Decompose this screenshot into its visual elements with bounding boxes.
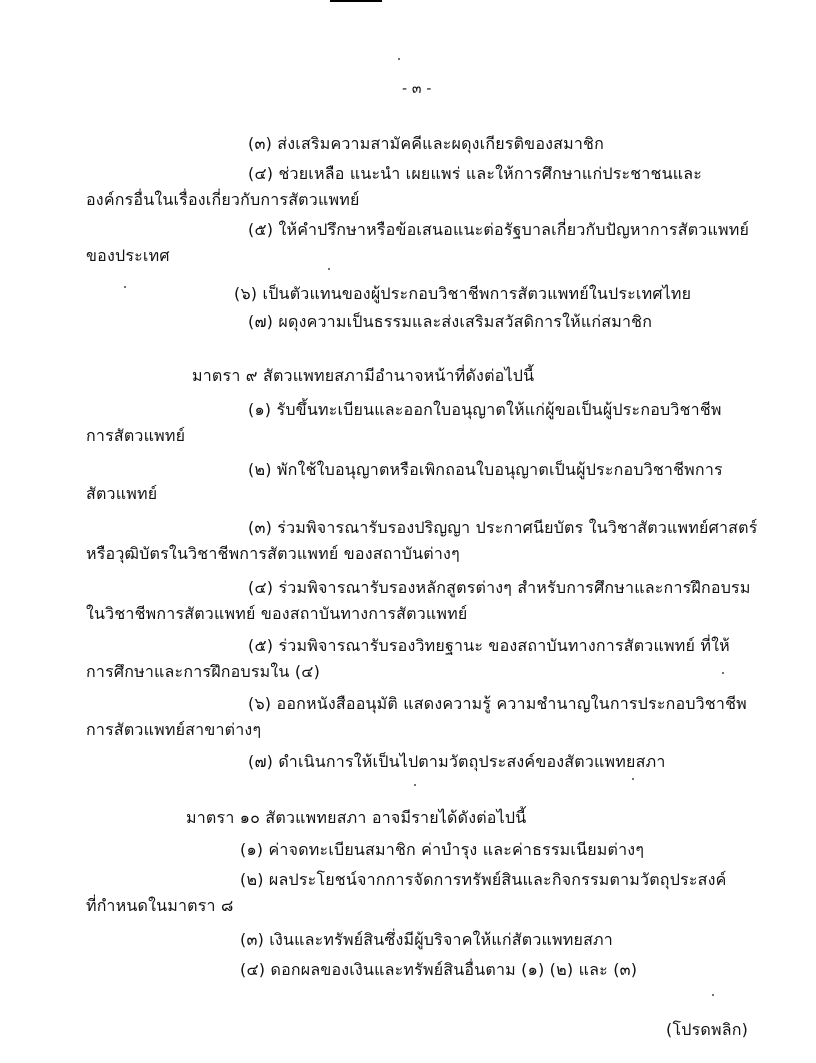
- text-line: (๒) พักใช้ใบอนุญาตหรือเพิกถอนใบอนุญาตเป็นผู้ประกอบวิชาชีพการ: [248, 460, 723, 479]
- text-line: การศึกษาและการฝึกอบรมใน (๔): [86, 662, 321, 681]
- section-heading: มาตรา ๑๐ สัตวแพทยสภา อาจมีรายได้ดังต่อไปนี้: [186, 808, 527, 827]
- text-line: (๒) ผลประโยชน์จากการจัดการทรัพย์สินและกิจกรรมตามวัตถุประสงค์: [240, 870, 727, 889]
- scan-speck: [414, 784, 416, 786]
- text-line: (๓) ส่งเสริมความสามัคคีและผดุงเกียรติของสมาชิก: [248, 134, 604, 153]
- text-line: (๖) ออกหนังสืออนุมัติ แสดงความรู้ ความชำนาญในการประกอบวิชาชีพ: [248, 694, 747, 713]
- text-line: (๖) เป็นตัวแทนของผู้ประกอบวิชาชีพการสัตวแพทย์ในประเทศไทย: [234, 284, 692, 303]
- text-line: (๕) ให้คำปรึกษาหรือข้อเสนอแนะต่อรัฐบาลเกี่ยวกับปัญหาการสัตวแพทย์: [248, 220, 750, 239]
- page-number: - ๓ -: [402, 81, 432, 97]
- text-line: การสัตวแพทย์: [86, 426, 186, 445]
- text-line: (๗) ผดุงความเป็นธรรมและส่งเสริมสวัสดิการให้แก่สมาชิก: [248, 312, 653, 331]
- text-line: (๑) ค่าจดทะเบียนสมาชิก ค่าบำรุง และค่าธรรมเนียมต่างๆ: [240, 840, 645, 859]
- text-line: (๓) ร่วมพิจารณารับรองปริญญา ประกาศนียบัตร ในวิชาสัตวแพทย์ศาสตร์: [248, 518, 758, 537]
- top-edge-mark: [330, 0, 382, 2]
- scan-speck: [398, 58, 400, 60]
- text-line: ที่กำหนดในมาตรา ๘: [86, 896, 234, 915]
- scan-speck: [124, 286, 126, 288]
- text-line: ของประเทศ: [86, 246, 170, 265]
- text-line: (๗) ดำเนินการให้เป็นไปตามวัตถุประสงค์ของสัตวแพทยสภา: [248, 752, 666, 771]
- text-line: องค์กรอื่นในเรื่องเกี่ยวกับการสัตวแพทย์: [86, 190, 360, 209]
- text-line: (๔) ร่วมพิจารณารับรองหลักสูตรต่างๆ สำหรับการศึกษาและการฝึกอบรม: [248, 578, 751, 597]
- text-line: (๓) เงินและทรัพย์สินซึ่งมีผู้บริจาคให้แก่สัตวแพทยสภา: [240, 930, 613, 949]
- text-line: (๔) ช่วยเหลือ แนะนำ เผยแพร่ และให้การศึกษาแก่ประชาชนและ: [248, 164, 703, 183]
- scan-speck: [632, 778, 634, 780]
- section-heading: มาตรา ๙ สัตวแพทยสภามีอำนาจหน้าที่ดังต่อไปนี้: [192, 366, 535, 385]
- scan-speck: [712, 994, 714, 996]
- text-line: การสัตวแพทย์สาขาต่างๆ: [86, 720, 262, 739]
- turn-page-note: (โปรดพลิก): [666, 1020, 749, 1039]
- text-line: สัตวแพทย์: [86, 484, 158, 503]
- text-line: (๑) รับขึ้นทะเบียนและออกใบอนุญาตให้แก่ผู้ขอเป็นผู้ประกอบวิชาชีพ: [248, 400, 722, 419]
- text-line: หรือวุฒิบัตรในวิชาชีพการสัตวแพทย์ ของสถาบันต่างๆ: [86, 544, 460, 563]
- text-line: ในวิชาชีพการสัตวแพทย์ ของสถาบันทางการสัตวแพทย์: [86, 604, 468, 623]
- text-line: (๕) ร่วมพิจารณารับรองวิทยฐานะ ของสถาบันทางการสัตวแพทย์ ที่ให้: [248, 636, 730, 655]
- scan-speck: [722, 672, 724, 674]
- text-line: (๔) ดอกผลของเงินและทรัพย์สินอื่นตาม (๑) (๒) และ (๓): [240, 960, 638, 979]
- scan-speck: [328, 268, 330, 270]
